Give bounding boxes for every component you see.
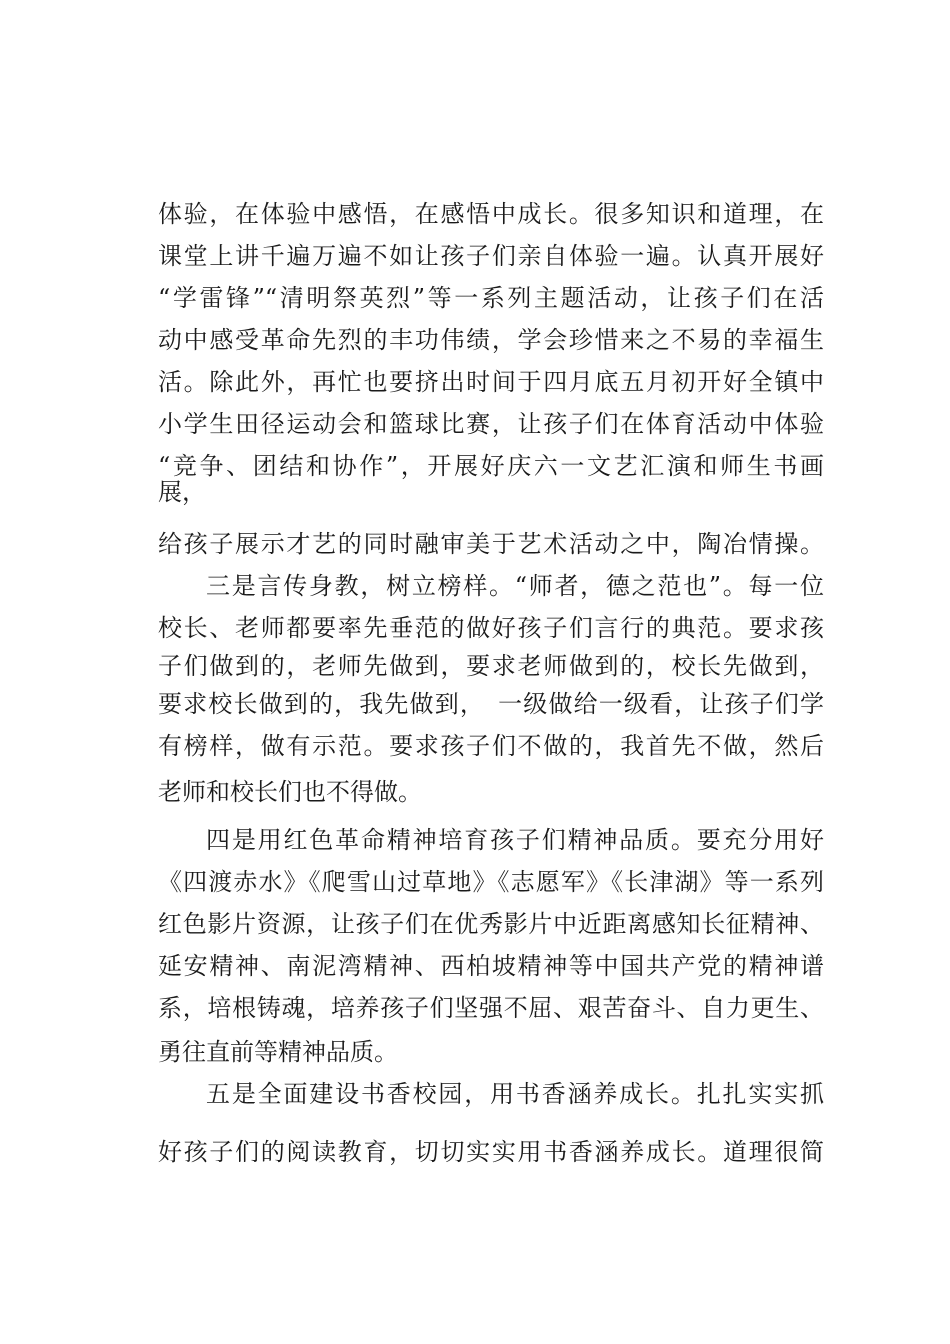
text-line: 有榜样，做有示范。要求孩子们不做的，我首先不做，然后 [158, 732, 824, 760]
text-line: 给孩子展示才艺的同时融审美于艺术活动之中，陶冶情操。 [158, 530, 824, 558]
text-line: 动中感受革命先烈的丰功伟绩，学会珍惜来之不易的幸福生 [158, 326, 824, 354]
text-line: 好孩子们的阅读教育，切切实实用书香涵养成长。道理很简 [158, 1138, 824, 1166]
paragraph-first-line: 五是全面建设书香校园，用书香涵养成长。扎扎实实抓 [206, 1080, 824, 1108]
text-line: 体验，在体验中感悟，在感悟中成长。很多知识和道理，在 [158, 200, 824, 228]
text-line: “学雷锋”“清明祭英烈”等一系列主题活动，让孩子们在活 [158, 284, 824, 312]
text-line: “竞争、团结和协作”，开展好庆六一文艺汇演和师生书画 [158, 452, 824, 480]
text-line: 子们做到的，老师先做到，要求老师做到的，校长先做到， [158, 652, 824, 680]
text-line: 课堂上讲千遍万遍不如让孩子们亲自体验一遍。认真开展好 [158, 242, 824, 270]
text-line: 老师和校长们也不得做。 [158, 778, 422, 806]
text-line: 系，培根铸魂，培养孩子们坚强不屈、艰苦奋斗、自力更生、 [158, 994, 824, 1022]
text-line: 小学生田径运动会和篮球比赛，让孩子们在体育活动中体验 [158, 410, 824, 438]
text-line: 要求校长做到的，我先做到， 一级做给一级看，让孩子们学 [158, 690, 824, 718]
paragraph-first-line: 三是言传身教，树立榜样。“师者，德之范也”。每一位 [206, 572, 824, 600]
paragraph-first-line: 四是用红色革命精神培育孩子们精神品质。要充分用好 [206, 826, 824, 854]
text-line: 展， [158, 478, 206, 506]
text-line: 勇往直前等精神品质。 [158, 1038, 398, 1066]
text-line: 延安精神、南泥湾精神、西柏坡精神等中国共产党的精神谱 [158, 952, 824, 980]
text-line: 活。除此外，再忙也要挤出时间于四月底五月初开好全镇中 [158, 368, 824, 396]
text-line: 校长、老师都要率先垂范的做好孩子们言行的典范。要求孩 [158, 614, 824, 642]
text-line: 《四渡赤水》《爬雪山过草地》《志愿军》《长津湖》等一系列 [158, 868, 824, 896]
text-line: 红色影片资源，让孩子们在优秀影片中近距离感知长征精神、 [158, 910, 824, 938]
